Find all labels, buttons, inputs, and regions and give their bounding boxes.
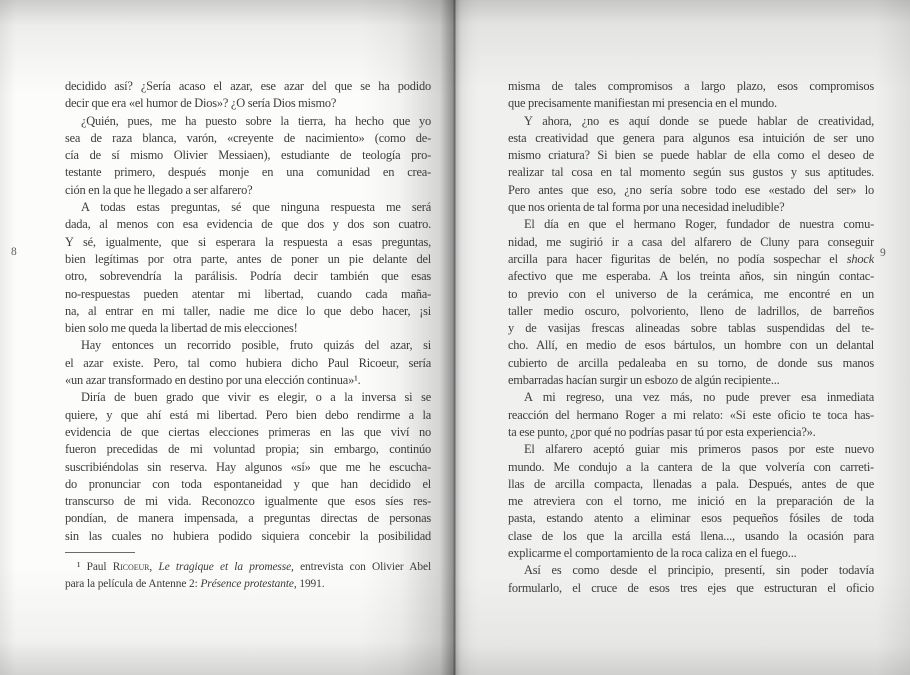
footnote-text	[65, 559, 431, 593]
text-line: el azar existe. Pero, tal como hubiera dicho Paul Ricoeur, sería	[65, 355, 431, 370]
footnote-rule	[65, 552, 135, 553]
text-line: y de vasijas frescas alineadas sobre tablas suspendidas del te-	[508, 321, 874, 336]
text-line: mismo criatura? Si bien se puede hablar de ella como el deseo de	[508, 148, 874, 163]
text-line: do pronunciar con toda espontaneidad y que han decidido el	[65, 476, 431, 491]
text-line: Pero antes que eso, ¿no sería sobre todo ese «estado del ser» lo	[508, 182, 874, 197]
text-line: cubierto de arcilla pedaleaba en su torno, de donde sus manos	[508, 355, 874, 370]
text-line: Así es como desde el principio, presentí, sin poder todavía	[524, 563, 874, 578]
text-line: quiere, y que ahí está mi libertad. Pero bien debo rendirme a la	[65, 407, 431, 422]
text-line: sea de raza blanca, varón, «creyente de nacimiento» (como de-	[65, 130, 431, 145]
text-line: fueron precedidas de mi voluntad propia; sin embargo, continúo	[65, 442, 431, 457]
footnote-line: ¹ Paul Ricoeur, Le tragique et la promesse, entrevista con Olivier Abel	[77, 561, 431, 573]
text-line: cía de sí mismo Olivier Messiaen), estudiante de teología pro-	[65, 148, 431, 163]
text-line: pondían, de manera impensada, a preguntas directas de personas	[65, 511, 431, 526]
text-line: ta ese punto, ¿por qué no podrías pasar tú por esta experiencia?».	[508, 424, 816, 439]
text-line: que nos orienta de tal forma por una necesidad ineludible?	[508, 200, 785, 215]
text-line: dada, al menos con esa evidencia de que dos y dos son cuatro.	[65, 217, 431, 232]
text-line: Hay entonces un recorrido posible, fruto quizás del azar, si	[81, 338, 431, 353]
text-line: mundo. Me condujo a la cantera de la que volvería con carreti-	[508, 459, 874, 474]
text-line: realizar tal cosa en tal momento según sus gustos y sus aptitudes.	[508, 165, 874, 180]
text-line: evidencia de que ciertas elecciones primeras en las que viví no	[65, 424, 431, 439]
text-line: A mi regreso, una vez más, no pude prever esa inmediata	[524, 390, 874, 405]
text-line: afectivo que me esperaba. A los treinta años, sin ningún contac-	[508, 269, 874, 284]
text-line: llas de arcilla compacta, llenadas a pala. Después, antes de que	[508, 476, 874, 491]
text-line: na, al entrar en mi taller, nadie me dice lo que debo hacer, ¡si	[65, 303, 431, 318]
text-line: nidad, me sugirió ir a casa del alfarero de Cluny para conseguir	[508, 234, 874, 249]
footnote-line: para la película de Antenne 2: Présence protestante, 1991.	[65, 578, 325, 591]
text-line: me atreviera con el torno, me inició en la preparación de la	[508, 494, 874, 509]
text-line: El día en que el hermano Roger, fundador de nuestra comu-	[524, 217, 874, 232]
text-line: decidido así? ¿Sería acaso el azar, ese azar del que se ha podido	[65, 79, 431, 93]
text-line: Y sé, igualmente, que si esperara la respuesta a esas preguntas,	[65, 234, 431, 249]
text-line: Diría de buen grado que vivir es elegir, o a la inversa si se	[81, 390, 431, 405]
page-right	[455, 0, 910, 675]
text-line: arcilla para hacer figuritas de belén, no podía sospechar el shock	[508, 251, 874, 266]
text-line: decir que era «el humor de Dios»? ¿O sería Dios mismo?	[65, 96, 337, 111]
text-line: clase de los que la arcilla está llena..., usando la ocasión para	[508, 528, 874, 543]
text-line: ción en la que he llegado a ser alfarero?	[65, 182, 253, 197]
text-line: A todas estas preguntas, sé que ninguna respuesta me será	[81, 200, 431, 215]
text-line: esta creatividad que genera para algunos esa intuición de ser uno	[508, 130, 874, 145]
text-line: sin las cuales no hubiera podido siquiera concebir la posibilidad	[65, 528, 431, 543]
text-line: ¿Quién, pues, me ha puesto sobre la tierra, ha hecho que yo	[81, 113, 431, 128]
text-line: cho. Allí, en medio de esos bártulos, un hombre con un delantal	[508, 338, 874, 353]
footnote-area	[65, 552, 431, 593]
text-line: testante primero, después monje en una comunidad en crea-	[65, 165, 431, 180]
text-line: «un azar transformado en destino por una elección continua»¹.	[65, 373, 361, 388]
text-line: no-respuestas pueden atentar mi libertad, cuando cada maña-	[65, 286, 431, 301]
text-line: transcurso de mi vida. Reconozco igualmente que esos síes res-	[65, 494, 431, 509]
text-line: taller medio oscuro, polvoriento, lleno de ladrillos, de barreños	[508, 303, 874, 318]
text-line: reacción del hermano Roger a mi relato: «Si este oficio te toca has-	[508, 407, 874, 422]
text-line: bien solo me queda la libertad de mis elecciones!	[65, 321, 298, 336]
text-line: que precisamente manifiestan mi presencia en el mundo.	[508, 96, 777, 111]
text-line: El alfarero aceptó guiar mis primeros pasos por este nuevo	[524, 442, 874, 457]
text-line: misma de tales compromisos a largo plazo, esos compromisos	[508, 79, 874, 93]
right-page-text-block	[508, 78, 874, 597]
text-line: to previo con el universo de la cerámica, me encontré en un	[508, 286, 874, 301]
text-line: bien legítimas por otra parte, antes de poner un pie delante del	[65, 251, 431, 266]
small-caps-name: Ricoeur	[112, 561, 150, 573]
text-line: formularlo, el cruce de esos tres ejes que estructuran el oficio	[508, 580, 874, 595]
left-page-text-block	[65, 78, 431, 545]
text-line: embarradas hacían surgir un esbozo de algún recipiente...	[508, 373, 780, 388]
text-line: explicarme el comportamiento de la roca caliza en el fuego...	[508, 546, 797, 561]
page-number-left: 8	[11, 246, 17, 258]
text-line: pasta, estando atento a eliminar esos pequeños fósiles de toda	[508, 511, 874, 526]
text-line: otro, sobrevendría la parálisis. Podría decir también que esas	[65, 269, 431, 284]
text-line: suscribiéndolas sin reserva. Hay algunos «sí» que me he escucha-	[65, 459, 431, 474]
page-number-right: 9	[880, 247, 886, 259]
text-line: Y ahora, ¿no es aquí donde se puede hablar de creatividad,	[524, 113, 874, 128]
